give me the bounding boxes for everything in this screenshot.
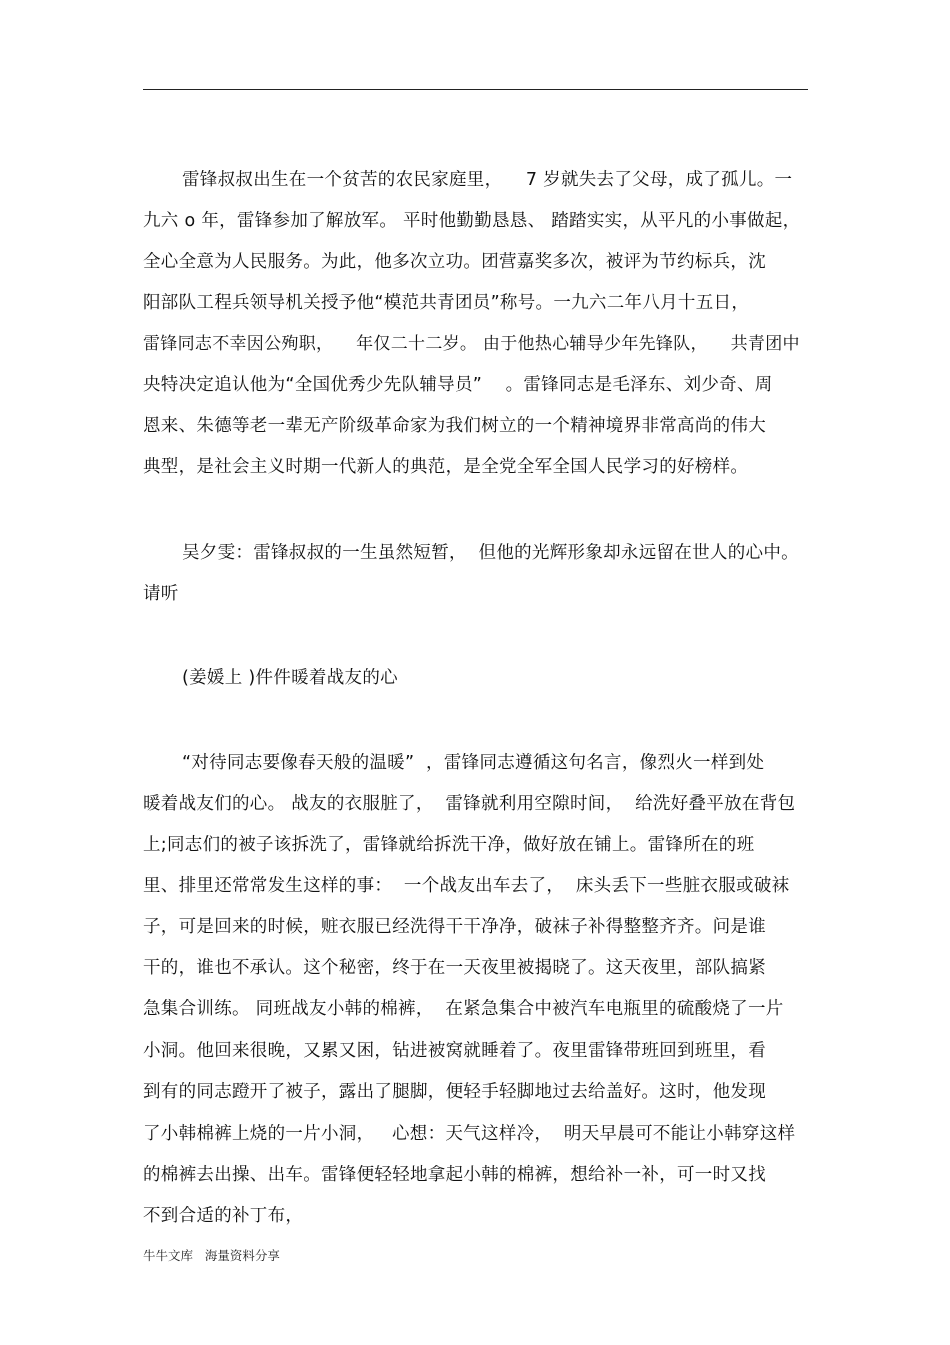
text-line: 上;同志们的被子该拆洗了，雷锋就给拆洗干净，做好放在铺上。雷锋所在的班 (143, 835, 755, 855)
text-line: 雷锋同志不幸因公殉职， 年仅二十二岁。 由于他热心辅导少年先锋队， 共青团中 (143, 334, 800, 354)
text-line: 雷锋叔叔出生在一个贫苦的农民家庭里， 7 岁就失去了父母，成了孤儿。一 (182, 170, 793, 190)
text-line: 吴夕雯：雷锋叔叔的一生虽然短暂， 但他的光辉形象却永远留在世人的心中。 (182, 543, 799, 563)
text-line: 暖着战友们的心。 战友的衣服脏了， 雷锋就利用空隙时间， 给洗好叠平放在背包 (143, 794, 796, 814)
text-line: 恩来、朱德等老一辈无产阶级革命家为我们树立的一个精神境界非常高尚的伟大 (143, 416, 766, 436)
text-line: 不到合适的补丁布， (143, 1206, 304, 1226)
text-line: 央特决定追认他为“全国优秀少先队辅导员” 。雷锋同志是毛泽东、刘少奇、周 (143, 375, 773, 395)
text-line: 典型，是社会主义时期一代新人的典范，是全党全军全国人民学习的好榜样。 (143, 457, 749, 477)
text-line: 九六 o 年，雷锋参加了解放军。 平时他勤勤恳恳、 踏踏实实，从平凡的小事做起， (143, 211, 801, 231)
text-line: 里、排里还常常发生这样的事： 一个战友出车去了， 床头丢下一些脏衣服或破袜 (143, 876, 790, 896)
footer-text: 牛牛文库 海量资料分享 (143, 1248, 280, 1263)
text-line: 干的，谁也不承认。这个秘密，终于在一天夜里被揭晓了。这天夜里，部队搞紧 (143, 958, 766, 978)
text-line: “对待同志要像春天般的温暖” ，雷锋同志遵循这句名言，像烈火一样到处 (182, 753, 765, 773)
text-line: 急集合训练。 同班战友小韩的棉裤， 在紧急集合中被汽车电瓶里的硫酸烧了一片 (143, 999, 784, 1019)
text-line: 子，可是回来的时候，赃衣服已经洗得干干净净，破袜子补得整整齐齐。问是谁 (143, 917, 766, 937)
header-rule (143, 89, 808, 90)
text-line: 阳部队工程兵领导机关授予他“模范共青团员”称号。一九六二年八月十五日， (143, 293, 750, 313)
text-line: 的棉裤去出操、出车。雷锋便轻轻地拿起小韩的棉裤，想给补一补，可一时又找 (143, 1165, 766, 1185)
section-heading: (姜媛上 )件件暖着战友的心 (182, 668, 398, 688)
text-line: 小洞。他回来很晚，又累又困，钻进被窝就睡着了。夜里雷锋带班回到班里，看 (143, 1041, 766, 1061)
text-line: 到有的同志蹬开了被子，露出了腿脚，便轻手轻脚地过去给盖好。这时，他发现 (143, 1082, 766, 1102)
text-line: 了小韩棉裤上烧的一片小洞， 心想：天气这样冷， 明天早晨可不能让小韩穿这样 (143, 1124, 796, 1144)
text-line: 请听 (143, 584, 179, 604)
text-line: 全心全意为人民服务。为此，他多次立功。团营嘉奖多次，被评为节约标兵，沈 (143, 252, 766, 272)
